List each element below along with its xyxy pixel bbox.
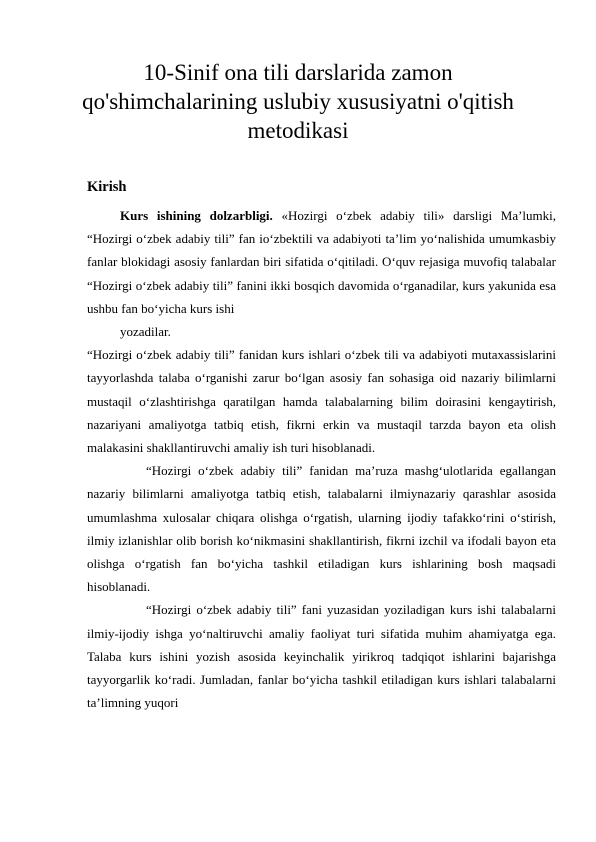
paragraph-course-work: “Hozirgi o‘zbek adabiy tili” fanidan kurs ishlari o‘zbek tili va adabiyoti mutaxassislarini tayyorlashda talaba o‘rganishi zarur bo‘lgan asosiy fan sohasiga oid nazariy bilimlarni mustaqil o‘zlashtirishga qaratilgan hamda talabalarning bilim doirasini kengaytirish, nazariyani amaliyotga tatbiq etish, fikrni erkin va mustaqil tarzda bayon eta olish malakasini shakllantiruvchi amaliy ish turi hisoblanadi. [87, 347, 556, 456]
paragraph-closing: yozadilar. [120, 324, 171, 340]
document-title: 10-Sinif ona tili darslarida zamon qo'shimchalarining uslubiy xususiyatni o'qitish metodikasi [82, 60, 514, 143]
paragraph-importance: “Hozirgi o‘zbek adabiy tili” fani yuzasidan yoziladigan kurs ishi talabalarni ilmiy-ijodiy ishga yo‘naltiruvchi amaliy faoliyat turi sifatida muhim ahamiyatga ega. Talaba kurs ishini yozish asosida keyinchalik yirikroq tadqiqot ishlarini bajarishga tayyorgarlik ko‘radi. Jumladan, fanlar bo‘yicha tashkil etiladigan kurs ishlari talabalarni ta’limning yuqori [87, 602, 556, 711]
paragraph-text: «Hozirgi o‘zbek adabiy tili» darsligi Ma’lumki, “Hozirgi o‘zbek adabiy tili” fan io‘zbektili va adabiyoti ta’lim yo‘nalishida umumkasbiy fanlar blokidagi asosiy fanlardan biri sifatida o‘qitiladi. O‘quv rejasiga muvofiq talabalar “Hozirgi o‘zbek adabiy tili” fanini ikki bosqich davomida o‘rganadilar, kurs yakunida esa ushbu fan bo‘yicha kurs ishi [87, 208, 556, 316]
paragraph-lead: Kurs ishining dolzarbligi. [120, 208, 273, 223]
paragraph-relevance [87, 204, 556, 320]
paragraph-main-goal: “Hozirgi o‘zbek adabiy tili” fanidan ma’ruza mashg‘ulotlarida egallangan nazariy bilimlarni amaliyotga tatbiq etish, talabalarni ilmiynazariy qarashlar asosida umumlashma xulosalar chiqara olishga o‘rgatish, ularning ijodiy tafakko‘rini o‘stirish, ilmiy izlanishlar olib borish ko‘nikmasini shakllantirish, fikrni izchil va ifodali bayon eta olishga o‘rgatish fan bo‘yicha tashkil etiladigan kurs ishlarining bosh maqsadi hisoblanadi. [87, 463, 556, 595]
section-heading: Kirish [87, 179, 127, 195]
document-body [87, 204, 556, 714]
